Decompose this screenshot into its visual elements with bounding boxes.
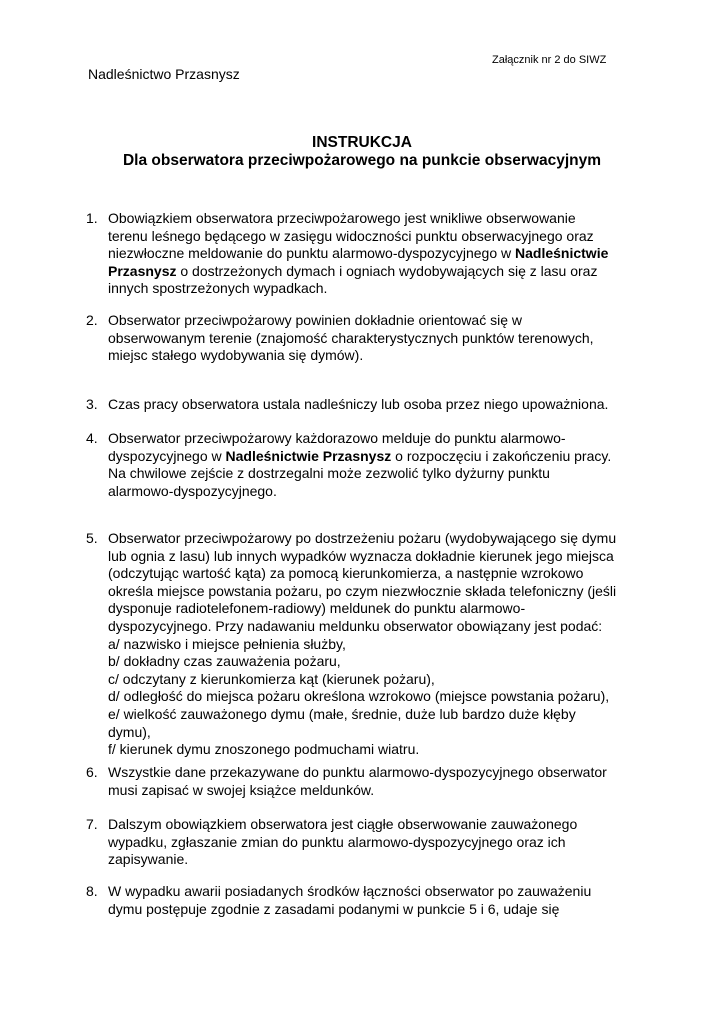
- text-line: Wszystkie dane przekazywane do punktu alarmowo-dyspozycyjnego obserwator: [108, 764, 607, 780]
- text-line: e/ wielkość zauważonego dymu (małe, średnie, duże lub bardzo duże kłęby: [108, 705, 576, 722]
- list-item-number: 8.: [86, 883, 98, 899]
- text-line: Dalszym obowiązkiem obserwatora jest ciągłe obserwowanie zauważonego: [108, 816, 578, 832]
- list-item: [86, 396, 646, 414]
- list-item-number: 6.: [86, 764, 98, 780]
- text-line: d/ odległość do miejsca pożaru określona wzrokowo (miejsce powstania pożaru),: [108, 688, 610, 705]
- text-line: lub ognia z lasu) lub innych wypadków wyznacza dokładnie kierunek jego miejsca: [108, 547, 614, 564]
- text-line: c/ odczytany z kierunkomierza kąt (kierunek pożaru),: [108, 670, 435, 687]
- list-item-number: 3.: [86, 396, 98, 412]
- list-item-number: 1.: [86, 210, 98, 226]
- list-item-text: [108, 210, 646, 298]
- text-line: dymu postępuje zgodnie z zasadami podanymi w punkcie 5 i 6, udaje się: [108, 900, 560, 917]
- list-item-text: [108, 396, 646, 414]
- text-line: dysponuje radiotelefonem-radiowy) meldunek do punktu alarmowo-: [108, 600, 526, 617]
- list-item: [86, 764, 646, 799]
- text-line: wypadku, zgłaszanie zmian do punktu alarmowo-dyspozycyjnego oraz ich: [108, 833, 566, 850]
- list-item-text: [108, 312, 646, 365]
- text-line: dyspozycyjnego. Przy nadawaniu meldunku obserwator obowiązany jest podać:: [108, 617, 603, 634]
- list-item: [86, 312, 646, 365]
- list-item-number: 4.: [86, 430, 98, 446]
- attachment-label: Załącznik nr 2 do SIWZ: [492, 54, 607, 66]
- text-line: [108, 263, 646, 281]
- bold-text: Nadleśnictwie: [515, 245, 609, 262]
- document-title: INSTRUKCJA: [312, 134, 412, 151]
- list-item-text: [108, 883, 646, 918]
- list-item: [86, 430, 646, 500]
- text-line: a/ nazwisko i miejsce pełnienia służby,: [108, 635, 346, 652]
- text-line: alarmowo-dyspozycyjnego.: [108, 482, 277, 499]
- text-line: b/ dokładny czas zauważenia pożaru,: [108, 653, 341, 670]
- list-item-number: 7.: [86, 816, 98, 832]
- list-item-text: [108, 430, 646, 500]
- list-item-text: [108, 764, 646, 799]
- text-line: (odczytując wartość kąta) za pomocą kierunkomierza, a następnie wzrokowo: [108, 565, 584, 582]
- text-line: określa miejsce powstania pożaru, po czym niezwłocznie składa telefoniczny (jeśli: [108, 582, 617, 599]
- list-item: [86, 883, 646, 918]
- list-item-number: 2.: [86, 312, 98, 328]
- text-segment: o dostrzeżonych dymach i ogniach wydobywających się z lasu oraz: [176, 262, 598, 279]
- text-segment: o rozpoczęciu i zakończeniu pracy.: [391, 447, 612, 464]
- text-line: Obserwator przeciwpożarowy powinien dokładnie orientować się w: [108, 312, 522, 328]
- text-line: Obserwator przeciwpożarowy każdorazowo melduje do punktu alarmowo-: [108, 430, 566, 446]
- bold-text: Przasnysz: [108, 262, 177, 279]
- list-item-text: [108, 530, 646, 759]
- text-line: zapisywanie.: [108, 851, 189, 868]
- text-line: obserwowanym terenie (znajomość charakterystycznych punktów terenowych,: [108, 329, 594, 346]
- list-item: [86, 210, 646, 298]
- text-segment: niezwłoczne meldowanie do punktu alarmowo-dyspozycyjnego w: [108, 245, 515, 262]
- text-segment: dyspozycyjnego w: [108, 447, 226, 464]
- list-item-text: [108, 816, 646, 869]
- text-line: Na chwilowe zejście z dostrzegalni może zezwolić tylko dyżurny punktu: [108, 465, 550, 482]
- text-line: Obowiązkiem obserwatora przeciwpożarowego jest wnikliwe obserwowanie: [108, 210, 576, 226]
- text-line: Czas pracy obserwatora ustala nadleśniczy lub osoba przez niego upoważniona.: [108, 396, 609, 412]
- bold-text: Nadleśnictwie Przasnysz: [225, 447, 392, 464]
- document-subtitle: Dla obserwatora przeciwpożarowego na punkcie obserwacyjnym: [122, 152, 602, 169]
- text-line: terenu leśnego będącego w zasięgu widoczności punktu obserwacyjnego oraz: [108, 227, 594, 244]
- text-line: [108, 245, 646, 263]
- list-item: [86, 816, 646, 869]
- text-line: f/ kierunek dymu znoszonego podmuchami wiatru.: [108, 741, 420, 758]
- organization-name: Nadleśnictwo Przasnysz: [88, 66, 240, 82]
- text-line: [108, 448, 646, 466]
- text-line: miejsc stałego wydobywania się dymów).: [108, 347, 364, 364]
- text-line: W wypadku awarii posiadanych środków łączności obserwator po zauważeniu: [108, 883, 592, 899]
- text-line: innych spostrzeżonych wypadkach.: [108, 280, 328, 297]
- text-line: dymu),: [108, 723, 151, 740]
- list-item-number: 5.: [86, 530, 98, 546]
- text-line: musi zapisać w swojej książce meldunków.: [108, 781, 375, 798]
- text-line: Obserwator przeciwpożarowy po dostrzeżeniu pożaru (wydobywającego się dymu: [108, 530, 617, 546]
- list-item: [86, 530, 646, 759]
